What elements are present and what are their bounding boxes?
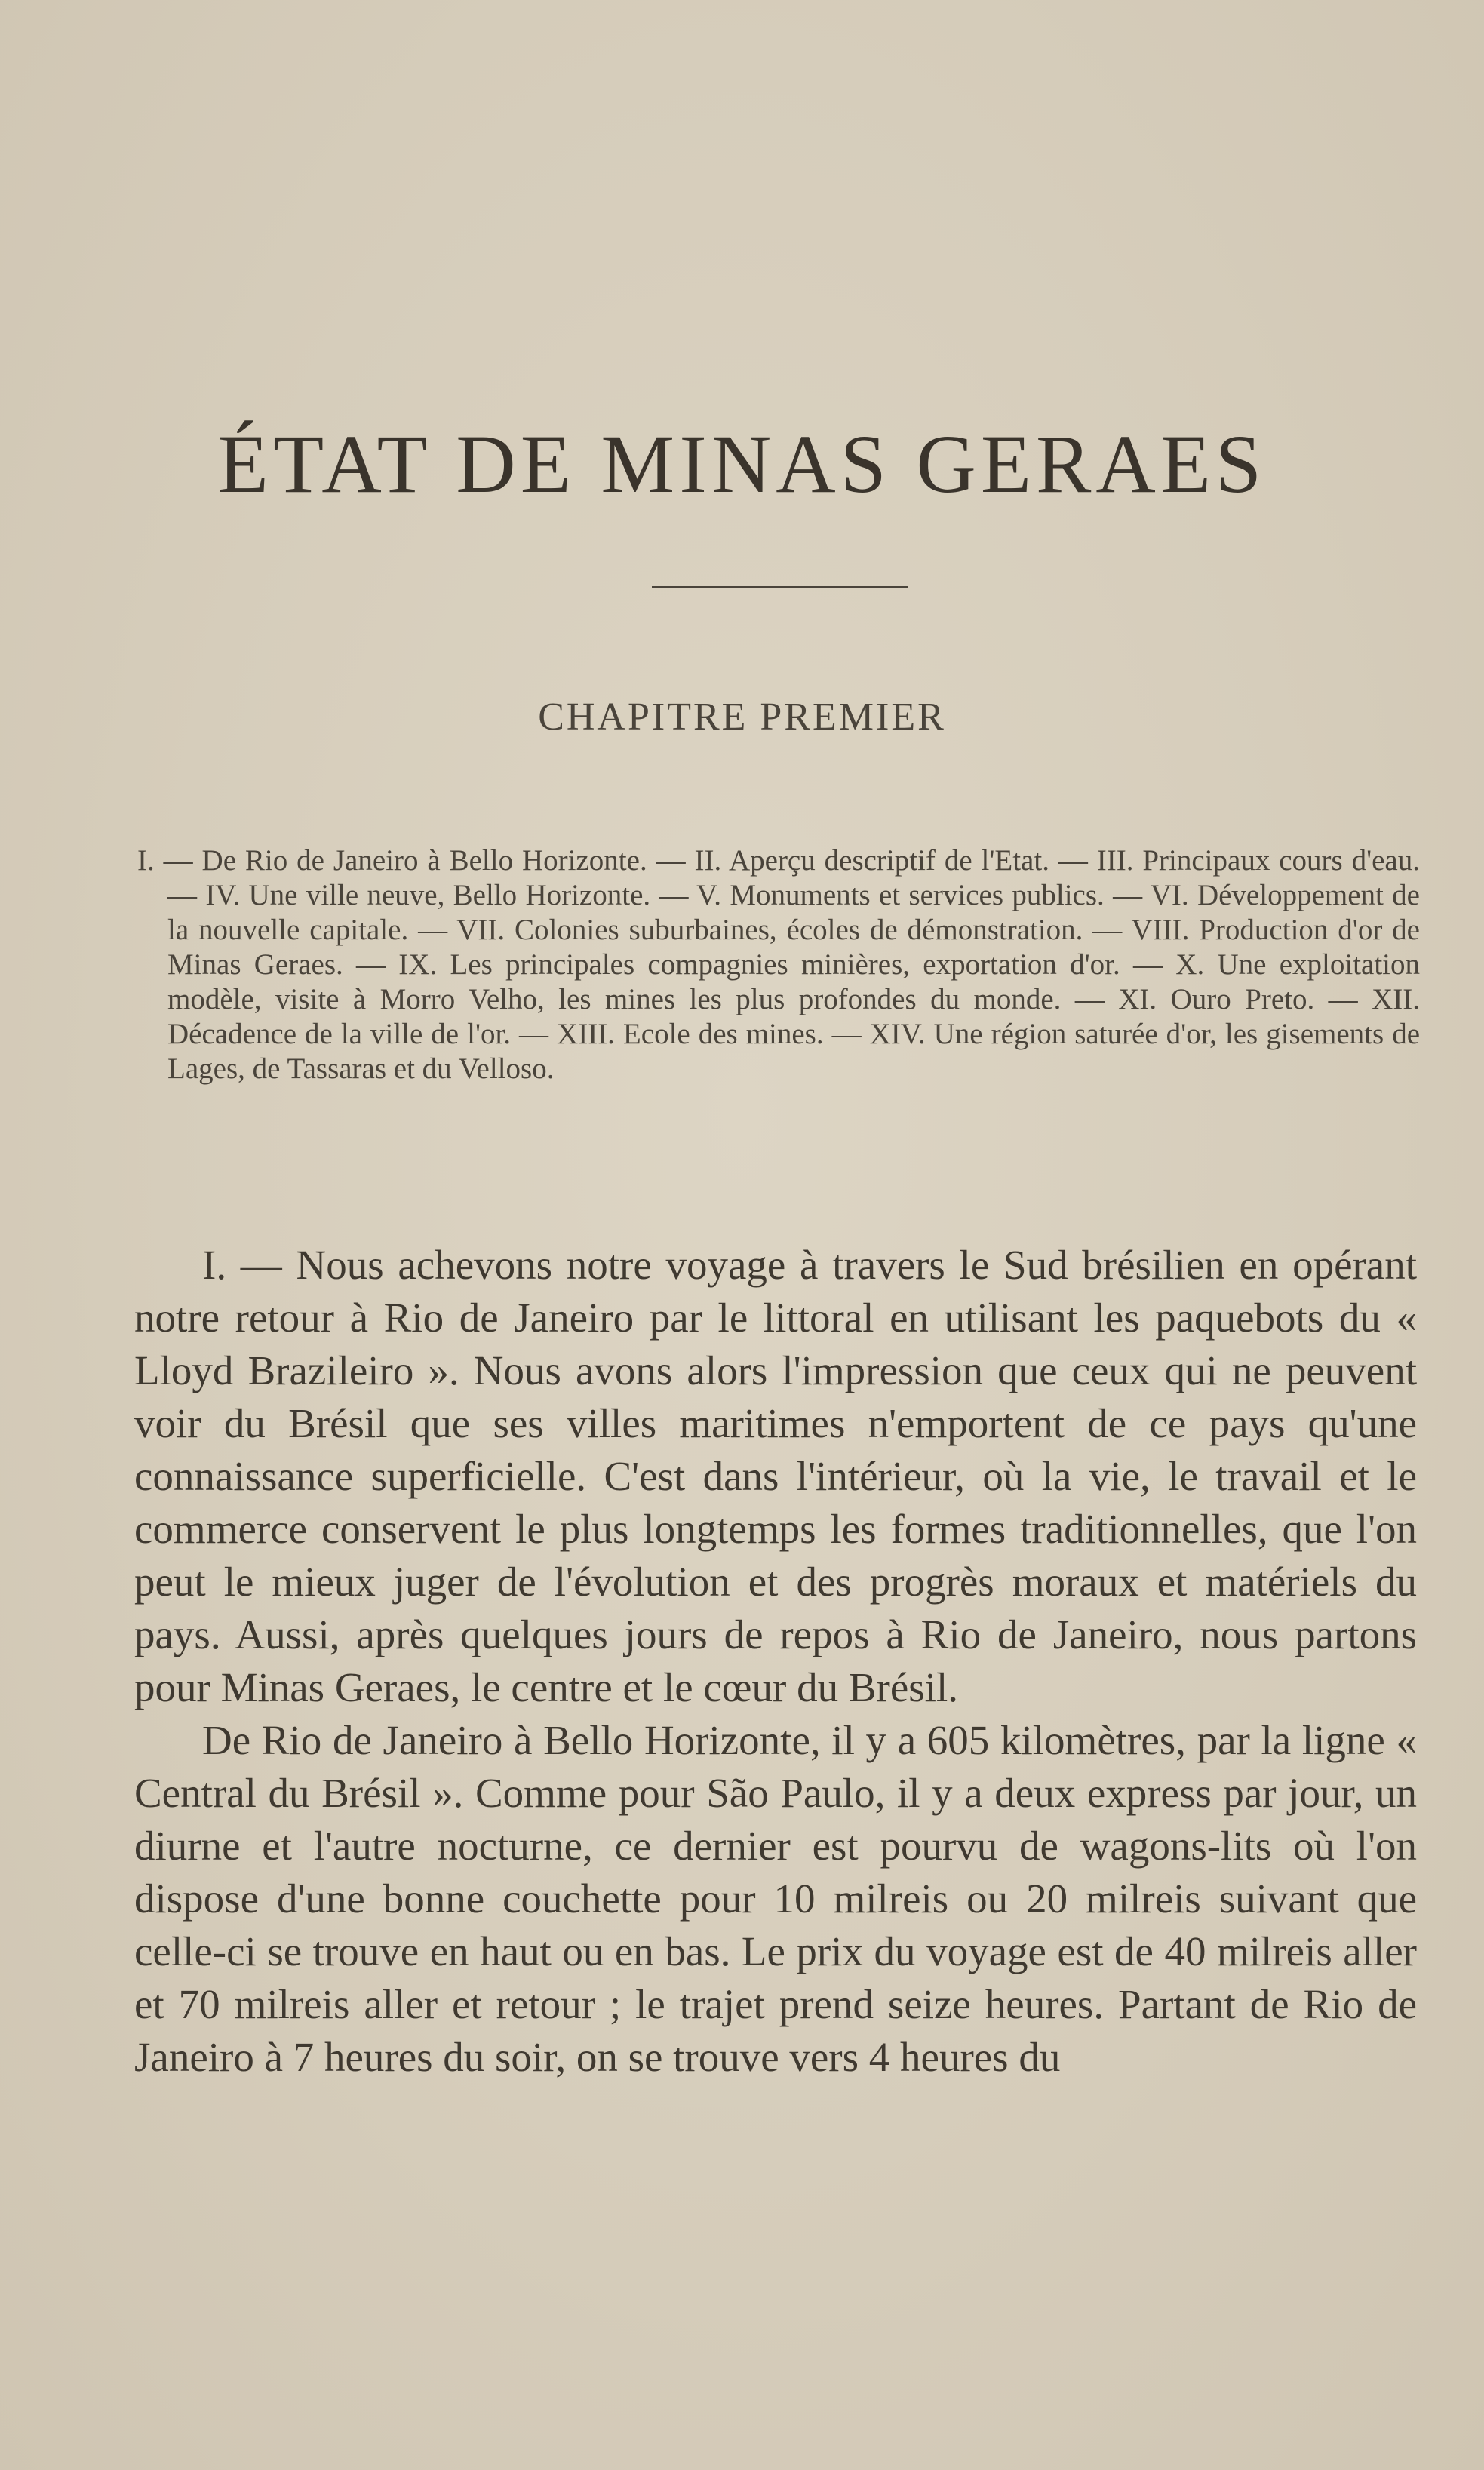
paragraph-1: I. — Nous achevons notre voyage à travers le Sud brésilien en opérant notre retour à Rio de Janeiro par le littoral en utilisant les paquebots du « Lloyd Brazileiro ». Nous avons alors l'impression que ceux qui ne peuvent voir du Brésil que ses villes maritimes n'emportent de ce pays qu'une connaissance superficielle. C'est dans l'intérieur, où la vie, le travail et le commerce conservent le plus longtemps les formes traditionnelles, que l'on peut le mieux juger de l'évolution et des progrès moraux et matériels du pays. Aussi, après quelques jours de repos à Rio de Janeiro, nous partons pour Minas Geraes, le centre et le cœur du Brésil.: [134, 1242, 1417, 1710]
body-text: [134, 1239, 1417, 2084]
page-title: ÉTAT DE MINAS GERAES: [217, 418, 1267, 510]
title-divider: [652, 586, 908, 588]
chapter-summary: I. — De Rio de Janeiro à Bello Horizonte. — II. Aperçu descriptif de l'Etat. — III. Principaux cours d'eau. — IV. Une ville neuve, Bello Horizonte. — V. Monuments et services publics. — VI. Développement de la nouvelle capitale. — VII. Colonies suburbaines, écoles de démonstration. — VIII. Production d'or de Minas Geraes. — IX. Les principales compagnies minières, exportation d'or. — X. Une exploitation modèle, visite à Morro Velho, les mines les plus profondes du monde. — XI. Ouro Preto. — XII. Décadence de la ville de l'or. — XIII. Ecole des mines. — XIV. Une région saturée d'or, les gisements de Lages, de Tassaras et du Velloso.: [137, 844, 1420, 1085]
paragraph-2: De Rio de Janeiro à Bello Horizonte, il y a 605 kilomètres, par la ligne « Central du Brésil ». Comme pour São Paulo, il y a deux express par jour, un diurne et l'autre nocturne, ce dernier est pourvu de wagons-lits où l'on dispose d'une bonne couchette pour 10 milreis ou 20 milreis suivant que celle-ci se trouve en haut ou en bas. Le prix du voyage est de 40 milreis aller et 70 milreis aller et retour ; le trajet prend seize heures. Partant de Rio de Janeiro à 7 heures du soir, on se trouve vers 4 heures du: [134, 1717, 1417, 2080]
chapter-heading: CHAPITRE PREMIER: [538, 696, 946, 739]
